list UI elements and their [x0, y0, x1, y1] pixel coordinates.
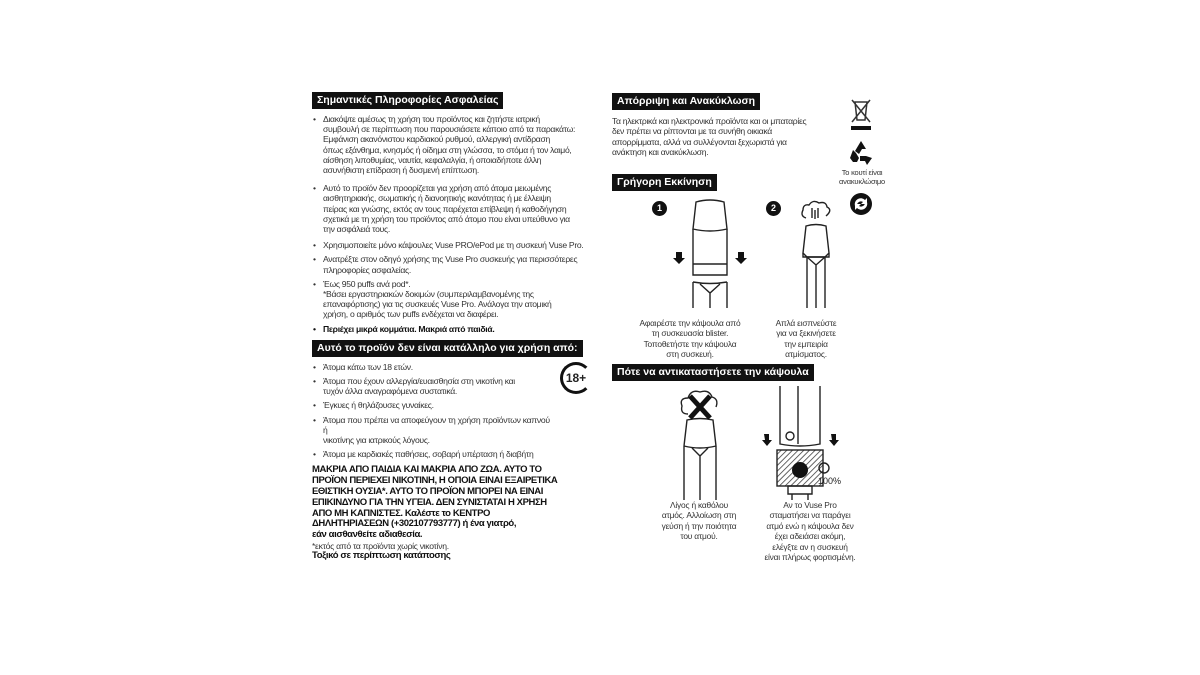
list-item: • Αυτό το προϊόν δεν προορίζεται για χρήση από άτομα μειωμένης αισθητηριακής, σωματικής ή διανοητικής ικανότητας ή με έλλειψη πείρας και γνώσης, εκτός αν τους παρέχεται επίβλεψη ή καθοδήγηση σχετικά με τη χρήση του προϊόντος από άτομο που είναι υπεύθυνο για την ασφάλειά τους.	[312, 183, 594, 234]
list-item: • Έως 950 puffs ανά pod*. *Βάσει εργαστηριακών δοκιμών (συμπεριλαμβανομένης της επαναφόρτισης) για τις συσκευές Vuse Pro. Ανάλογα την ατομική χρήση, ο αριθμός των puffs ενδέχεται να διαφέρει.	[312, 279, 594, 320]
disposal-text: Τα ηλεκτρικά και ηλεκτρονικά προϊόντα και οι μπαταρίες δεν πρέπει να ρίπτονται με τα συνήθη οικιακά απορρίμματα, αλλά να συλλέγονται ξεχωριστά για ανάκτηση και ανακύκλωση.	[612, 116, 807, 158]
disposal-heading: Απόρριψη και Ανακύκλωση	[612, 93, 760, 110]
list-item: • Άτομα με καρδιακές παθήσεις, σοβαρή υπέρταση ή διαβήτη	[312, 449, 556, 459]
list-item: • Ανατρέξτε στον οδηγό χρήσης της Vuse Pro συσκευής για περισσότερες πληροφορίες ασφαλείας.	[312, 254, 594, 274]
list-item: • Άτομα που έχουν αλλεργία/ευαισθησία στη νικοτίνη και τυχόν άλλα αναγραφόμενα συστατικά.	[312, 376, 556, 396]
unsuitable-heading: Αυτό το προϊόν δεν είναι κατάλληλο για χρήση από:	[312, 340, 583, 357]
pod-insert-illustration	[670, 196, 750, 308]
weee-bin-icon	[848, 96, 874, 132]
warning-footnote: *εκτός από τα προϊόντα χωρίς νικοτίνη.	[312, 541, 449, 552]
replace-caption: Αν το Vuse Pro σταματήσει να παράγει ατμό ενώ η κάψουλα δεν έχει αδειάσει ακόμη, ελέγξτε αν η συσκευή είναι πλήρως φορτισμένη.	[764, 500, 856, 563]
list-item: • Άτομα που πρέπει να αποφεύγουν τη χρήση προϊόντων καπνού ή νικοτίνης για ιατρικούς λόγους.	[312, 415, 556, 446]
quickstart-heading: Γρήγορη Εκκίνηση	[612, 174, 717, 191]
list-item: • Άτομα κάτω των 18 ετών.	[312, 362, 556, 372]
green-dot-icon	[849, 192, 873, 216]
unsuitable-section	[312, 362, 594, 460]
no-vapour-illustration	[670, 386, 730, 500]
unsuitable-list	[312, 362, 556, 460]
list-item: • Έγκυες ή θηλάζουσες γυναίκες.	[312, 400, 556, 410]
safety-list	[312, 114, 594, 334]
replace-heading: Πότε να αντικαταστήσετε την κάψουλα	[612, 364, 814, 381]
left-column	[312, 90, 594, 562]
list-item: • Διακόψτε αμέσως τη χρήση του προϊόντος και ζητήστε ιατρική συμβουλή σε περίπτωση που παρουσιάσετε κάποιο από τα παρακάτω: Εμφάνιση ακανόνιστου καρδιακού ρυθμού, αλλεργική αντίδραση όπως εξάνθημα, κνησμός ή οίδημα στη γλώσσα, το στόμα ή τον λαιμό, αίσθηση λιποθυμίας, ναυτία, κεφαλαλγία, ή οποιαδήποτε άλλη ασυνήθιστη επίδραση ή δυσμενή επίπτωση.	[312, 114, 594, 175]
safety-heading: Σημαντικές Πληροφορίες Ασφαλείας	[312, 92, 503, 109]
replace-caption: Λίγος ή καθόλου ατμός. Αλλοίωση στη γεύση ή την ποιότητα του ατμού.	[661, 500, 737, 542]
step-number: 1	[652, 201, 667, 216]
recycle-icon	[848, 140, 874, 166]
inhale-illustration	[790, 196, 840, 308]
list-item: • Περιέχει μικρά κομμάτια. Μακριά από παιδιά.	[312, 324, 594, 334]
step-number: 2	[766, 201, 781, 216]
toxic-text: Τοξικό σε περίπτωση κατάποσης	[312, 550, 451, 562]
charge-level: 100%	[818, 476, 842, 486]
warning-text: ΜΑΚΡΙΑ ΑΠΟ ΠΑΙΔΙΑ ΚΑΙ ΜΑΚΡΙΑ ΑΠΟ ΖΩΑ. ΑΥΤΟ ΤΟ ΠΡΟΪΟΝ ΠΕΡΙΕΧΕΙ ΝΙΚΟΤΙΝΗ, Η ΟΠΟΙΑ ΕΙΝΑΙ ΕΞΑΙΡΕΤΙΚΑ ΕΘΙΣΤΙΚΗ ΟΥΣΙΑ*. ΑΥΤΟ ΤΟ ΠΡΟΪΟΝ ΜΠΟΡΕΙ ΝΑ ΕΙΝΑΙ ΕΠΙΚΙΝΔΥΝΟ ΓΙΑ ΤΗΝ ΥΓΕΙΑ. ΔΕΝ ΣΥΝΙΣΤΑΤΑΙ Η ΧΡΗΣΗ ΑΠΟ ΜΗ ΚΑΠΝΙΣΤΕΣ. Καλέστε το ΚΕΝΤΡΟ ΔΗΛΗΤΗΡΙΑΣΕΩΝ (+302107793777) ή ένα γιατρό, εάν αισθανθείτε αδιαθεσία.	[312, 464, 558, 541]
recyclable-label: Το κουτί είναι ανακυκλώσιμο	[839, 168, 885, 186]
list-item: • Χρησιμοποιείτε μόνο κάψουλες Vuse PRO/ePod με τη συσκευή Vuse Pro.	[312, 240, 594, 250]
step-caption: Αφαιρέστε την κάψουλα από τη συσκευασία blister. Τοποθετήστε την κάψουλα στη συσκευή.	[639, 318, 741, 360]
age-18-badge: 18+	[560, 362, 592, 394]
step-caption: Απλά εισπνεύστε για να ξεκινήσετε την εμπειρία ατμίσματος.	[775, 318, 837, 360]
